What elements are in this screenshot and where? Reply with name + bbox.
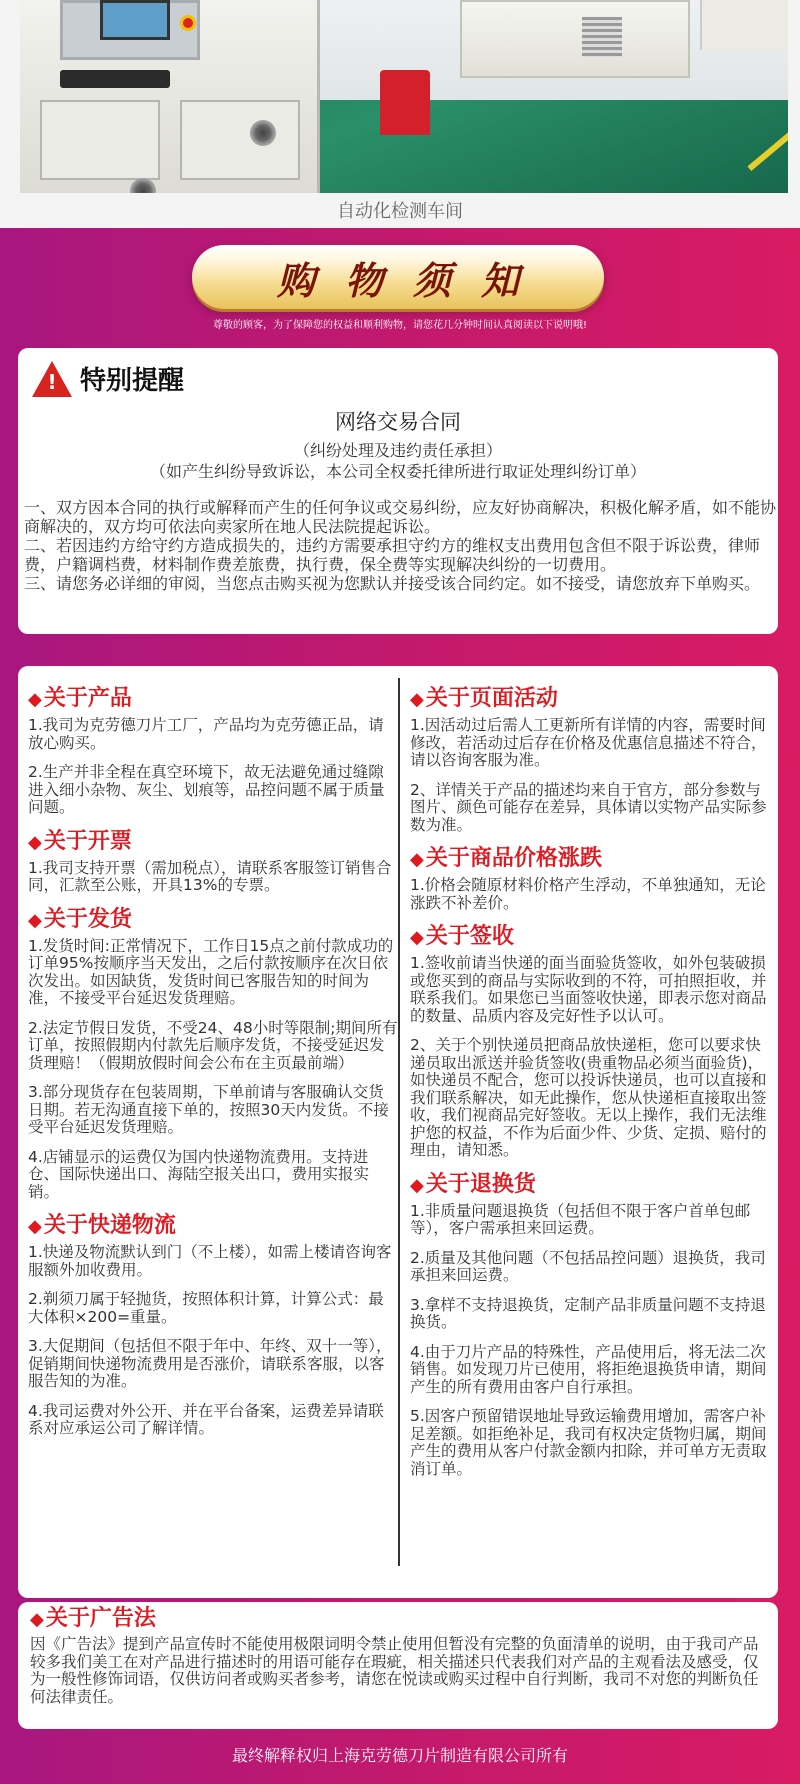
diamond-icon: ◆ [410, 1174, 424, 1196]
workshop-photo-frame [0, 0, 800, 228]
ad-law-body: 因《广告法》提到产品宣传时不能使用极限词明令禁止使用但暂没有完整的负面清单的说明，由于我司产品较多我们美工在对产品进行描述时的用语可能存在瑕疵，相关描述只代表我们对产品的主观看法及感受，仅为一般性修饰词语，仅供访问者或购买者参考，请您在悦读或购买过程中自行判断，我司不对您的判断负任何法律责任。 [30, 1635, 759, 1706]
section-item: 1.价格会随原材料价格产生浮动，不单独通知，无论涨跌不补差价。 [410, 876, 766, 912]
section-item: 1.因活动过后需人工更新所有详情的内容，需要时间修改，若活动过后存在价格及优惠信息描述不符合，请以咨询客服为准。 [410, 716, 767, 769]
diamond-icon: ◆ [30, 1609, 44, 1630]
section-item: 2.法定节假日发货，不受24、48小时等限制;期间所有订单，按照假期内付款先后顺序发货，不接受延迟发货理赔！（假期放假时间会公布在主页最前端） [28, 1018, 398, 1072]
section-title-ad-law: ◆关于广告法 [30, 1606, 156, 1631]
special-notice-title: 特别提醒 [80, 366, 185, 396]
section-title-activity: ◆关于页面活动 [410, 686, 558, 711]
section-item: 1.发货时间:正常情况下，工作日15点之前付款成功的订单95%按顺序当天发出，之后付款按顺序在次日依次发出。如因缺货，发货时间已客服告知的时间为准，不接受平台延迟发货理赔。 [28, 936, 394, 1007]
section-title-returns: ◆关于退换货 [410, 1171, 536, 1197]
shopping-notice-banner [192, 245, 604, 309]
special-notice-card [18, 348, 778, 634]
section-title-shipping: ◆关于发货 [28, 906, 132, 932]
section-item: 3.部分现货存在包装周期，下单前请与客服确认交货日期。若无沟通直接下单的，按照30天内发货。不接受平台延迟发货理赔。 [28, 1083, 389, 1136]
section-title-receipt: ◆关于签收 [410, 924, 514, 949]
section-item: 3.大促期间（包括但不限于年中、年终、双十一等），促销期间快递物流费用是否涨价，请联系客服，以客服告知的为准。 [28, 1337, 392, 1390]
diamond-icon: ◆ [410, 689, 424, 710]
contract-paragraph: 二、若因违约方给守约方造成损失的，违约方需要承担守约方的维权支出费用包含但不限于诉讼费，律师费，户籍调档费，材料制作费差旅费，执行费，保全费等实现解决纠纷的一切费用。 [24, 536, 761, 574]
photo-caption: 自动化检测车间 [337, 201, 463, 222]
contract-body [24, 498, 776, 593]
inspection-machine-image [20, 0, 320, 193]
policy-column-right [410, 680, 772, 1490]
section-item: 4.我司运费对外公开、并在平台备案，运费差异请联系对应承运公司了解详情。 [28, 1401, 384, 1437]
section-item: 2.生产并非全程在真空环境下，故无法避免通过缝隙进入细小杂物、灰尘、划痕等，品控问题不属于质量问题。 [28, 763, 385, 816]
section-title-product: ◆关于产品 [28, 686, 132, 711]
section-item: 1.我司支持开票（需加税点），请联系客服签订销售合同，汇款至公账，开具13%的专票。 [28, 858, 392, 894]
section-item: 3.拿样不支持退换货，定制产品非质量问题不支持退换货。 [410, 1295, 766, 1331]
section-title-price: ◆关于商品价格涨跌 [410, 846, 602, 871]
section-title-invoice: ◆关于开票 [28, 828, 132, 854]
banner-title: 购物须知 [276, 257, 549, 303]
section-title-logistics: ◆关于快递物流 [28, 1213, 176, 1238]
section-item: 1.我司为克劳德刀片工厂，产品均为克劳德正品，请放心购买。 [28, 716, 384, 752]
banner-subtitle: 尊敬的顾客，为了保障您的权益和顺利购物，请您花几分钟时间认真阅读以下说明哦! [212, 320, 587, 331]
column-divider [398, 678, 400, 1566]
section-item: 4.由于刀片产品的特殊性，产品使用后，将无法二次销售。如发现刀片已使用，将拒绝退换货申请，期间产生的所有费用由客户自行承担。 [410, 1342, 767, 1396]
policy-column-left [28, 680, 398, 1450]
ad-law-card [18, 1602, 778, 1729]
workshop-photo [20, 0, 788, 193]
diamond-icon: ◆ [410, 927, 424, 948]
contract-paragraph: 三、请您务必详细的审阅，当您点击购买视为您默认并接受该合同约定。如不接受，请您放弃下单购买。 [24, 574, 761, 593]
contract-note: （如产生纠纷导致诉讼，本公司全权委托律所进行取证处理纠纷订单） [149, 462, 646, 481]
section-item: 2、详情关于产品的描述均来自于官方，部分参数与图片、颜色可能存在差异，具体请以实物产品实际参数为准。 [410, 780, 767, 834]
footer-copyright: 最终解释权归上海克劳德刀片制造有限公司所有 [231, 1746, 568, 1765]
section-item: 2、关于个别快递员把商品放快递柜，您可以要求快递员取出派送并验货签收(贵重物品必须当面验货)，如快递员不配合，您可以投诉快递员，也可以直接和我们联系解决，如无此操作，您从快递柜直接取出签收，我们视商品完好签收。无以上操作，我们无法维护您的权益，不作为后面少件、少货、定损、赔付的理由，请知悉。 [410, 1036, 767, 1159]
warning-icon: ! [32, 361, 72, 397]
section-item: 2.剃须刀属于轻抛货，按照体积计算，计算公式：最大体积×200=重量。 [28, 1290, 384, 1326]
diamond-icon: ◆ [28, 909, 42, 931]
policy-card [18, 666, 778, 1598]
section-item: 1.快递及物流默认到门（不上楼），如需上楼请咨询客服额外加收费用。 [28, 1243, 392, 1279]
special-notice-heading [32, 360, 184, 397]
diamond-icon: ◆ [28, 689, 42, 710]
diamond-icon: ◆ [28, 831, 42, 853]
section-item: 1.非质量问题退换货（包括但不限于客户首单包邮等），客户需承担来回运费。 [410, 1201, 751, 1237]
section-item: 1.签收前请当快递的面当面验货签收，如外包装破损或您买到的商品与实际收到的不符，可拍照拒收，并联系我们。如果您已当面签收快递，即表示您对商品的数量、品质内容及完好性予以认可。 [410, 954, 767, 1025]
contract-title: 网络交易合同 [335, 410, 461, 434]
diamond-icon: ◆ [28, 1216, 42, 1237]
section-item: 2.质量及其他问题（不包括品控问题）退换货，我司承担来回运费。 [410, 1248, 766, 1284]
section-item: 5.因客户预留错误地址导致运输费用增加，需客户补足差额。如拒绝补足，我司有权决定货物归属，期间产生的费用从客户付款金额内扣除，并可单方无责取消订单。 [410, 1407, 767, 1478]
contract-subtitle: （纠纷处理及违约责任承担） [293, 441, 502, 460]
diamond-icon: ◆ [410, 849, 424, 870]
contract-paragraph: 一、双方因本合同的执行或解释而产生的任何争议或交易纠纷，应友好协商解决，积极化解矛盾，如不能协商解决的，双方均可依法向卖家所在地人民法院提起诉讼。 [24, 498, 777, 536]
section-item: 4.店铺显示的运费仅为国内快递物流费用。支持进仓、国际快递出口、海陆空报关出口，费用实报实销。 [28, 1147, 370, 1201]
